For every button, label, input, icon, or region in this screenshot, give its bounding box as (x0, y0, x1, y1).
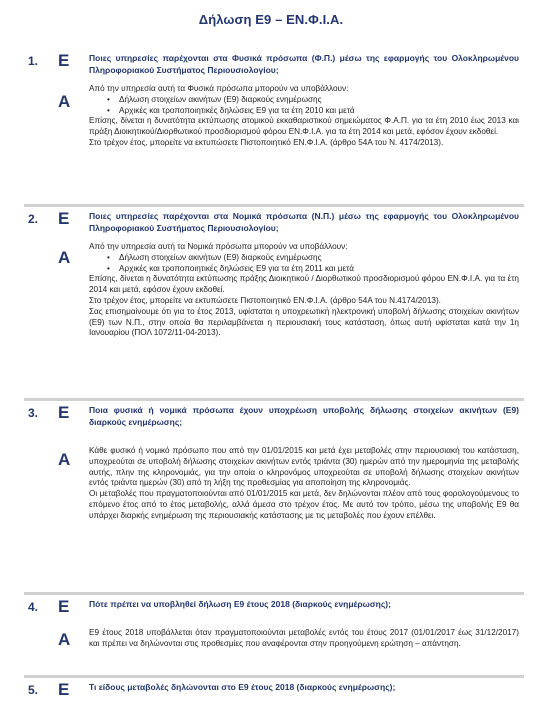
answer-text (89, 242, 519, 339)
answer-bullet: • Δήλωση στοιχείων ακινήτων (Ε9) διαρκούς ενημέρωσης (119, 95, 519, 106)
question-text: Τι είδους μεταβολές δηλώνονται στο Ε9 έτους 2018 (διαρκούς ενημέρωσης); (89, 682, 396, 692)
answer-marker: Α (58, 248, 71, 267)
question-number: 1. (28, 54, 39, 68)
section-divider (24, 398, 524, 401)
question-marker: Ε (58, 51, 70, 70)
answer-paragraph: Οι μεταβολές που πραγματοποιούνται από 01/01/2015 και μετά, δεν δηλώνονται πλέον από τους φορολογούμενους το επόμενο έτος από το έτος μεταβολής, αλλά άμεσα στο τρέχον έτος. Με αυτό τον τρόπο, μέσω της υποβολής Ε9 θα υπάρχει διαρκής ενημέρωση της περιουσιακής κατάστασης με τις μεταβολές που έχουν επέλθει. (89, 489, 519, 520)
section-divider (24, 592, 524, 595)
question-number: 3. (28, 406, 39, 420)
question-number: 4. (28, 600, 39, 614)
question-marker: Ε (58, 597, 70, 616)
question-text: Ποιες υπηρεσίες παρέχονται στα Νομικά πρόσωπα (Ν.Π.) μέσω της εφαρμογής του Ολοκληρωμένου Πληροφοριακού Συστήματος Περιουσιολογίου; (89, 211, 519, 233)
answer-paragraph: Επίσης, δίνεται η δυνατότητα εκτύπωσης ατομικού εκκαθαριστικού σημειώματος Φ.Α.Π. για τα έτη 2010 έως 2013 και πράξη Διοικητικού/Διορθωτικού προσδιορισμού φόρου ΕΝ.Φ.Ι.Α. για τα έτη 2014 και μετά, εφόσον έχουν εκδοθεί. (89, 116, 519, 137)
answer-intro: Από την υπηρεσία αυτή τα Φυσικά πρόσωπα μπορούν να υποβάλλουν: (89, 84, 349, 93)
answer-paragraph: Στο τρέχον έτος, μπορείτε να εκτυπώσετε Πιστοποιητικό ΕΝ.Φ.Ι.Α. (άρθρο 54Α του Ν.4174/2013). (89, 295, 441, 305)
answer-marker: Α (58, 450, 71, 469)
page-title: Δήλωση Ε9 – ΕΝ.Φ.Ι.Α. (198, 12, 344, 27)
answer-paragraph: Στο τρέχον έτος, μπορείτε να εκτυπώσετε Πιστοποιητικό ΕΝ.Φ.Ι.Α. (άρθρο 54Α του Ν. 4174/2013). (89, 137, 444, 147)
answer-paragraph: Ε9 έτους 2018 υποβάλλεται όταν πραγματοποιούνται μεταβολές εντός του έτους 2017 (01/01/2017 έως 31/12/2017) και πρέπει να δηλώνονται στις προθεσμίες που αναφέρονται στην προηγούμενη ερώτηση – απάντηση. (89, 628, 519, 648)
answer-intro: Από την υπηρεσία αυτή τα Νομικά πρόσωπα μπορούν να υποβάλλουν: (89, 242, 348, 251)
question-number: 2. (28, 212, 39, 226)
section-divider (24, 204, 524, 207)
answer-text (89, 84, 519, 149)
question-text: Πότε πρέπει να υποβληθεί δήλωση Ε9 έτους 2018 (διαρκούς ενημέρωσης); (89, 599, 391, 609)
answer-paragraph: Κάθε φυσικό ή νομικό πρόσωπο που από την 01/01/2015 και μετά έχει μεταβολές στην περιουσιακή του κατάσταση, υποχρεούται σε υποβολή δήλωσης στοιχείων ακινήτων εντός τριάντα (30) ημερών από την ημερομηνία της μεταβολής αυτής, πλην της κληρονομιάς, για την οποία ο κληρονόμος υποχρεούται σε υποβολή δήλωσης στοιχείων ακινήτων εντός τριάντα ημερών (30) από τη λήξη της προθεσμίας για αποποίηση της κληρονομιάς. (89, 446, 519, 488)
question-number: 5. (28, 683, 39, 697)
answer-marker: Α (58, 92, 71, 111)
question-marker: Ε (58, 680, 70, 699)
question-marker: Ε (58, 209, 70, 228)
answer-paragraph: Σας επισημαίνουμε ότι για το έτος 2013, υφίσταται η υποχρεωτική ηλεκτρονική υποβολή δήλωσης στοιχείων ακινήτων (Ε9) των Ν.Π., στην οποία θα περιλαμβάνεται η περιουσιακή τους κατάσταση, όπως αυτή υφίσταται κατά την 1η Ιανουαρίου (ΠΟΛ 1072/11-04-2013). (89, 306, 519, 338)
answer-marker: Α (58, 630, 71, 649)
question-text: Ποιες υπηρεσίες παρέχονται στα Φυσικά πρόσωπα (Φ.Π.) μέσω της εφαρμογής του Ολοκληρωμένου Πληροφοριακού Συστήματος Περιουσιολογίου; (89, 53, 519, 75)
answer-text (89, 446, 519, 522)
answer-paragraph: Επίσης, δίνεται η δυνατότητα εκτύπωσης πράξης Διοικητικού / Διορθωτικού προσδιορισμού φόρου ΕΝ.Φ.Ι.Α. για τα έτη 2014 και μετά, εφόσον έχουν εκδοθεί. (89, 274, 519, 295)
answer-bullet: • Αρχικές και τροποποιητικές δηλώσεις Ε9 για τα έτη 2011 και μετά (119, 264, 519, 275)
answer-text (89, 628, 519, 650)
question-text: Ποια φυσικά ή νομικά πρόσωπα έχουν υποχρέωση υποβολής δήλωσης στοιχείων ακινήτων (Ε9) διαρκούς ενημέρωσης; (89, 405, 519, 427)
answer-bullet-list (89, 95, 519, 117)
answer-bullet-list (89, 253, 519, 275)
section-divider (24, 675, 524, 678)
answer-bullet: • Δήλωση στοιχείων ακινήτων (Ε9) διαρκούς ενημέρωσης (119, 253, 519, 264)
answer-bullet: • Αρχικές και τροποποιητικές δηλώσεις Ε9 για τα έτη 2010 και μετά (119, 106, 519, 117)
question-marker: Ε (58, 403, 70, 422)
